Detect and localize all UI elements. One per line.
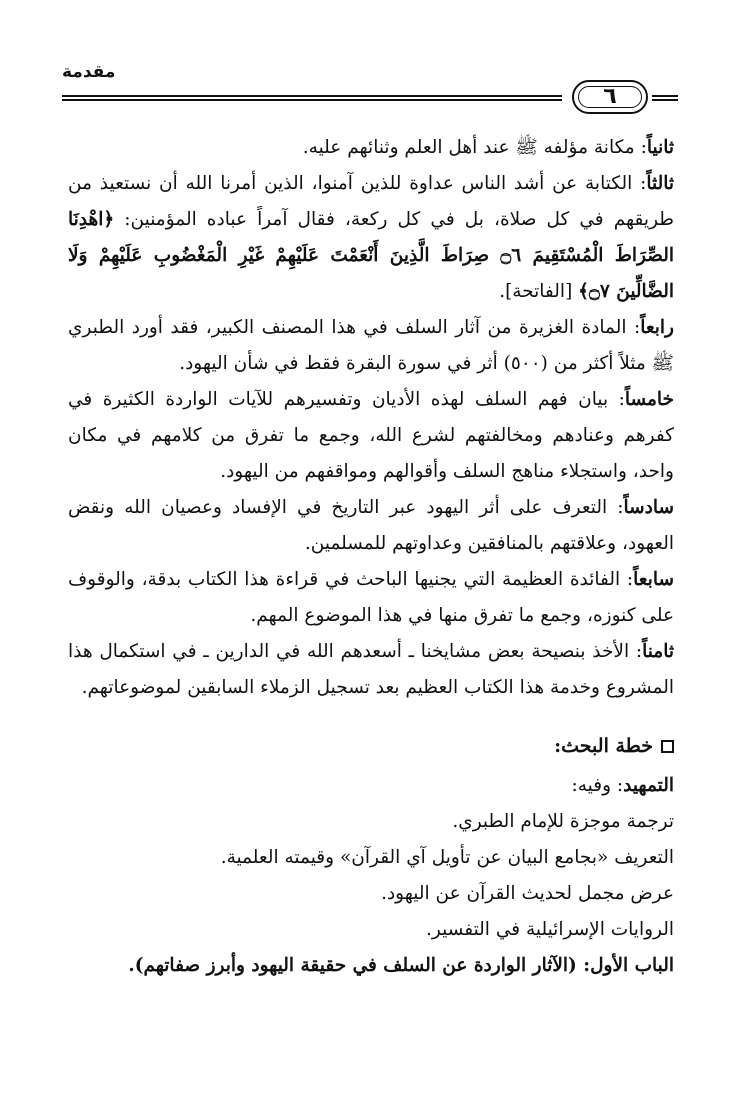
square-bullet-icon [661, 740, 674, 753]
item-label: رابعاً [640, 317, 674, 338]
paragraph-third [68, 166, 674, 310]
paragraph-eighth [68, 634, 674, 706]
paragraph-fifth [68, 382, 674, 490]
introduction-text: : وفيه: [571, 775, 624, 796]
paragraph-sixth [68, 490, 674, 562]
item-text: : الأخذ بنصيحة بعض مشايخنا ـ أسعدهم الله في الدارين ـ في استكمال هذا المشروع وخدمة هذا الكتاب العظيم بعد تسجيل الزملاء السابقين لموضوعاتهم. [68, 641, 674, 698]
header-rule [62, 95, 562, 101]
item-text: : بيان فهم السلف لهذه الأديان وتفسيرهم للآيات الواردة الكثيرة في كفرهم وعنادهم ومخالفتهم لشرع الله، وجمع ما تفرق من كلامهم في مكان واحد، واستجلاء مناهج السلف وأقوالهم ومواقفهم من اليهود. [68, 389, 674, 482]
research-plan-heading [68, 728, 674, 764]
item-text: : الفائدة العظيمة التي يجنيها الباحث في قراءة هذا الكتاب بدقة، والوقوف على كنوزه، وجمع ما تفرق منها في هذا الموضوع المهم. [68, 569, 674, 626]
paragraph-second [68, 130, 674, 166]
quran-verse: ﴿اهْدِنَا الصِّرَاطَ الْمُسْتَقِيمَ ۝٦ صِرَاطَ الَّذِينَ أَنْعَمْتَ عَلَيْهِمْ غَيْرِ الْمَغْضُوبِ عَلَيْهِمْ وَلَا الضَّالِّينَ ۝٧﴾ [68, 209, 674, 302]
page-header [62, 58, 678, 118]
plan-item: ترجمة موجزة للإمام الطبري. [452, 811, 674, 832]
page-number-frame [572, 80, 648, 114]
page-number: ٦ [603, 84, 617, 109]
plan-item: الروايات الإسرائيلية في التفسير. [426, 919, 674, 940]
item-label: ثامناً [642, 641, 674, 662]
chapter-title: مقدمة [62, 62, 116, 82]
paragraph-fourth [68, 310, 674, 382]
header-rule [652, 95, 678, 101]
item-text: : الكتابة عن أشد الناس عداوة للذين آمنوا، الذين أمرنا الله أن نستعيذ من طريقهم في كل صلاة، بل في كل ركعة، فقال آمراً عباده المؤمنين: [68, 173, 674, 230]
item-label: سابعاً [633, 569, 674, 590]
item-label: ثالثاً [646, 173, 674, 194]
plan-item: عرض مجمل لحديث القرآن عن اليهود. [381, 883, 674, 904]
introduction-label: التمهيد [623, 775, 674, 796]
introduction-line [68, 768, 674, 804]
item-text: : مكانة مؤلفه ﷺ عند أهل العلم وثنائهم عليه. [302, 137, 647, 158]
paragraph-seventh [68, 562, 674, 634]
item-label: خامساً [624, 389, 674, 410]
item-text: : المادة الغزيرة من آثار السلف في هذا المصنف الكبير، فقد أورد الطبري ﷺ مثلاً أكثر من (٥٠٠) أثر في سورة البقرة فقط في شأن اليهود. [68, 317, 674, 374]
item-label: سادساً [623, 497, 674, 518]
chapter-one: الباب الأول: (الآثار الواردة عن السلف في حقيقة اليهود وأبرز صفاتهم). [128, 955, 674, 976]
plan-item: التعريف «بجامع البيان عن تأويل آي القرآن» وقيمته العلمية. [220, 847, 674, 868]
verse-source: [الفاتحة]. [499, 281, 579, 302]
heading-text: خطة البحث: [554, 735, 653, 757]
item-text: : التعرف على أثر اليهود عبر التاريخ في الإفساد وعصيان الله ونقض العهود، وعلاقتهم بالمنافقين وعداوتهم للمسلمين. [68, 497, 674, 554]
item-label: ثانياً [646, 137, 674, 158]
main-text [68, 130, 674, 984]
